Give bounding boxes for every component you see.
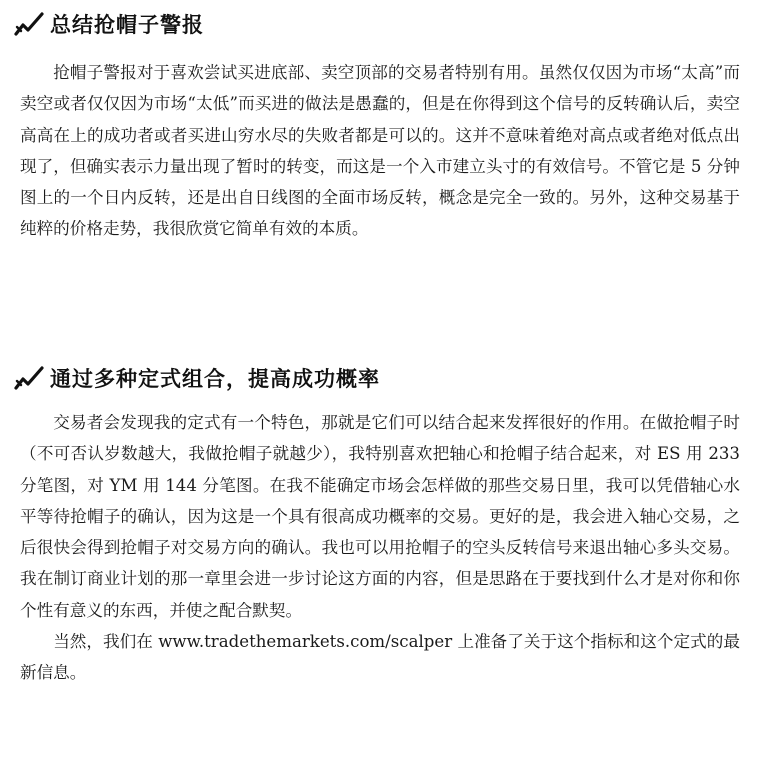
section-body [0, 407, 758, 689]
section-heading [0, 6, 758, 42]
section-heading-text: 总结抢帽子警报 [50, 13, 204, 37]
trend-check-icon [14, 365, 44, 391]
section-combination [0, 360, 758, 689]
trend-check-icon [14, 11, 44, 37]
section-summary [0, 6, 758, 245]
paragraph: 当然，我们在 www.tradethemarkets.com/scalper 上准备了关于这个指标和这个定式的最新信息。 [20, 632, 740, 683]
section-heading-text: 通过多种定式组合，提高成功概率 [50, 367, 380, 391]
paragraph: 抢帽子警报对于喜欢尝试买进底部、卖空顶部的交易者特别有用。虽然仅仅因为市场“太高”而卖空或者仅仅因为市场“太低”而买进的做法是愚蠢的，但是在你得到这个信号的反转确认后，卖空高高在上的成功者或者买进山穷水尽的失败者都是可以的。这并不意味着绝对高点或者绝对低点出现了，但确实表示力量出现了暂时的转变，而这是一个入市建立头寸的有效信号。不管它是 5 分钟图上的一个日内反转，还是出自日线图的全面市场反转，概念是完全一致的。另外，这种交易基于纯粹的价格走势，我很欣赏它简单有效的本质。 [20, 63, 740, 239]
paragraph: 交易者会发现我的定式有一个特色，那就是它们可以结合起来发挥很好的作用。在做抢帽子时（不可否认岁数越大，我做抢帽子就越少），我特别喜欢把轴心和抢帽子结合起来，对 ES 用 233 分笔图，对 YM 用 144 分笔图。在我不能确定市场会怎样做的那些交易日里，我可以凭借轴心水平等待抢帽子的确认，因为这是一个具有很高成功概率的交易。更好的是，我会进入轴心交易，之后很快会得到抢帽子对交易方向的确认。我也可以用抢帽子的空头反转信号来退出轴心多头交易。我在制订商业计划的那一章里会进一步讨论这方面的内容，但是思路在于要找到什么才是对你和你个性有意义的东西，并使之配合默契。 [20, 413, 740, 620]
section-heading [0, 360, 758, 396]
section-body [0, 57, 758, 245]
